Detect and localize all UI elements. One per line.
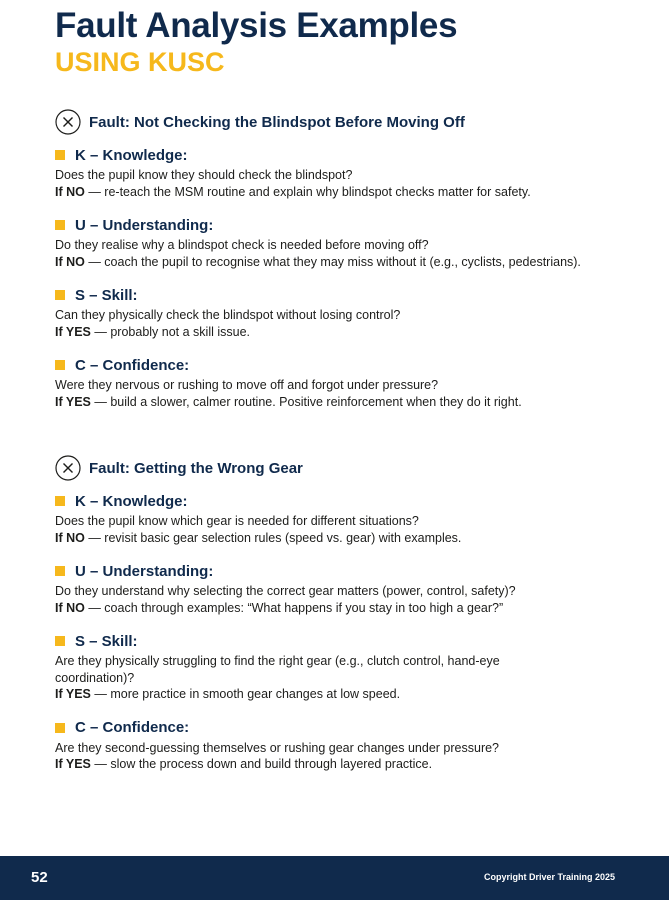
copyright-text: Copyright Driver Training 2025 (483, 872, 615, 882)
section-title: S – Skill: (75, 286, 138, 304)
kusc-section-confidence (55, 718, 645, 773)
section-answer (55, 324, 645, 341)
fault-block-blindspot (55, 109, 645, 425)
page-number: 52 (31, 869, 48, 886)
section-question: Does the pupil know they should check the blindspot? (55, 168, 353, 182)
answer-text: — re-teach the MSM routine and explain why blindspot checks matter for safety. (84, 184, 531, 199)
close-circle-icon (55, 455, 81, 481)
answer-text: — revisit basic gear selection rules (speed vs. gear) with examples. (84, 530, 462, 545)
section-answer (55, 254, 645, 271)
fault-title: Fault: Not Checking the Blindspot Before Moving Off (89, 113, 465, 131)
fault-block-wrong-gear (55, 455, 645, 788)
section-header (55, 561, 645, 581)
answer-text: — coach through examples: “What happens if you stay in too high a gear?” (84, 600, 504, 615)
section-header (55, 285, 645, 305)
answer-text: — build a slower, calmer routine. Positive reinforcement when they do it right. (90, 394, 522, 409)
kusc-section-knowledge (55, 491, 645, 546)
section-answer (55, 686, 645, 703)
square-bullet-icon (55, 723, 65, 733)
page-subtitle: USING KUSC (55, 47, 225, 77)
kusc-section-knowledge (55, 145, 645, 200)
answer-label: If YES (55, 394, 91, 409)
square-bullet-icon (55, 290, 65, 300)
answer-label: If NO (55, 600, 85, 615)
section-header (55, 491, 645, 511)
section-title: C – Confidence: (75, 356, 190, 374)
section-title: S – Skill: (75, 632, 138, 650)
answer-label: If YES (55, 757, 91, 771)
section-question: Do they realise why a blindspot check is needed before moving off? (55, 238, 429, 252)
section-question: Does the pupil know which gear is needed for different situations? (55, 514, 419, 528)
answer-text: — more practice in smooth gear changes at low speed. (90, 687, 401, 701)
answer-text: — probably not a skill issue. (90, 324, 251, 339)
answer-label: If YES (55, 324, 91, 339)
section-title: K – Knowledge: (75, 492, 188, 510)
section-header (55, 631, 645, 651)
section-title: U – Understanding: (75, 562, 214, 580)
section-answer (55, 756, 645, 773)
kusc-section-understanding (55, 561, 645, 616)
section-answer (55, 394, 645, 411)
kusc-section-skill (55, 285, 645, 340)
answer-label: If YES (55, 687, 91, 701)
section-question: Are they second-guessing themselves or rushing gear changes under pressure? (55, 740, 500, 755)
section-title: K – Knowledge: (75, 146, 188, 164)
section-header (55, 145, 645, 165)
answer-label: If NO (55, 254, 85, 269)
kusc-section-understanding (55, 215, 645, 270)
kusc-section-confidence (55, 355, 645, 410)
square-bullet-icon (55, 496, 65, 506)
section-question: Do they understand why selecting the correct gear matters (power, control, safety)? (55, 584, 516, 598)
square-bullet-icon (55, 360, 65, 370)
page-footer (0, 856, 669, 900)
square-bullet-icon (55, 636, 65, 646)
answer-label: If NO (55, 530, 85, 545)
section-answer (55, 530, 645, 547)
answer-text: — coach the pupil to recognise what they may miss without it (e.g., cyclists, pedestrians). (84, 254, 581, 269)
page-title: Fault Analysis Examples (55, 6, 458, 45)
fault-title: Fault: Getting the Wrong Gear (89, 459, 303, 477)
kusc-section-skill (55, 631, 645, 703)
section-question: Are they physically struggling to find the right gear (e.g., clutch control, hand-eye coordination)? (55, 654, 500, 685)
answer-text: — slow the process down and build through layered practice. (90, 757, 433, 771)
section-answer (55, 600, 645, 617)
close-circle-icon (55, 109, 81, 135)
section-title: U – Understanding: (75, 216, 214, 234)
section-question: Were they nervous or rushing to move off and forgot under pressure? (55, 378, 439, 392)
square-bullet-icon (55, 150, 65, 160)
section-answer (55, 184, 645, 201)
square-bullet-icon (55, 220, 65, 230)
fault-header (55, 455, 645, 481)
answer-label: If NO (55, 184, 85, 199)
section-header (55, 355, 645, 375)
section-header (55, 718, 645, 738)
square-bullet-icon (55, 566, 65, 576)
section-header (55, 215, 645, 235)
section-title: C – Confidence: (75, 719, 190, 736)
fault-header (55, 109, 645, 135)
section-question: Can they physically check the blindspot without losing control? (55, 308, 401, 322)
